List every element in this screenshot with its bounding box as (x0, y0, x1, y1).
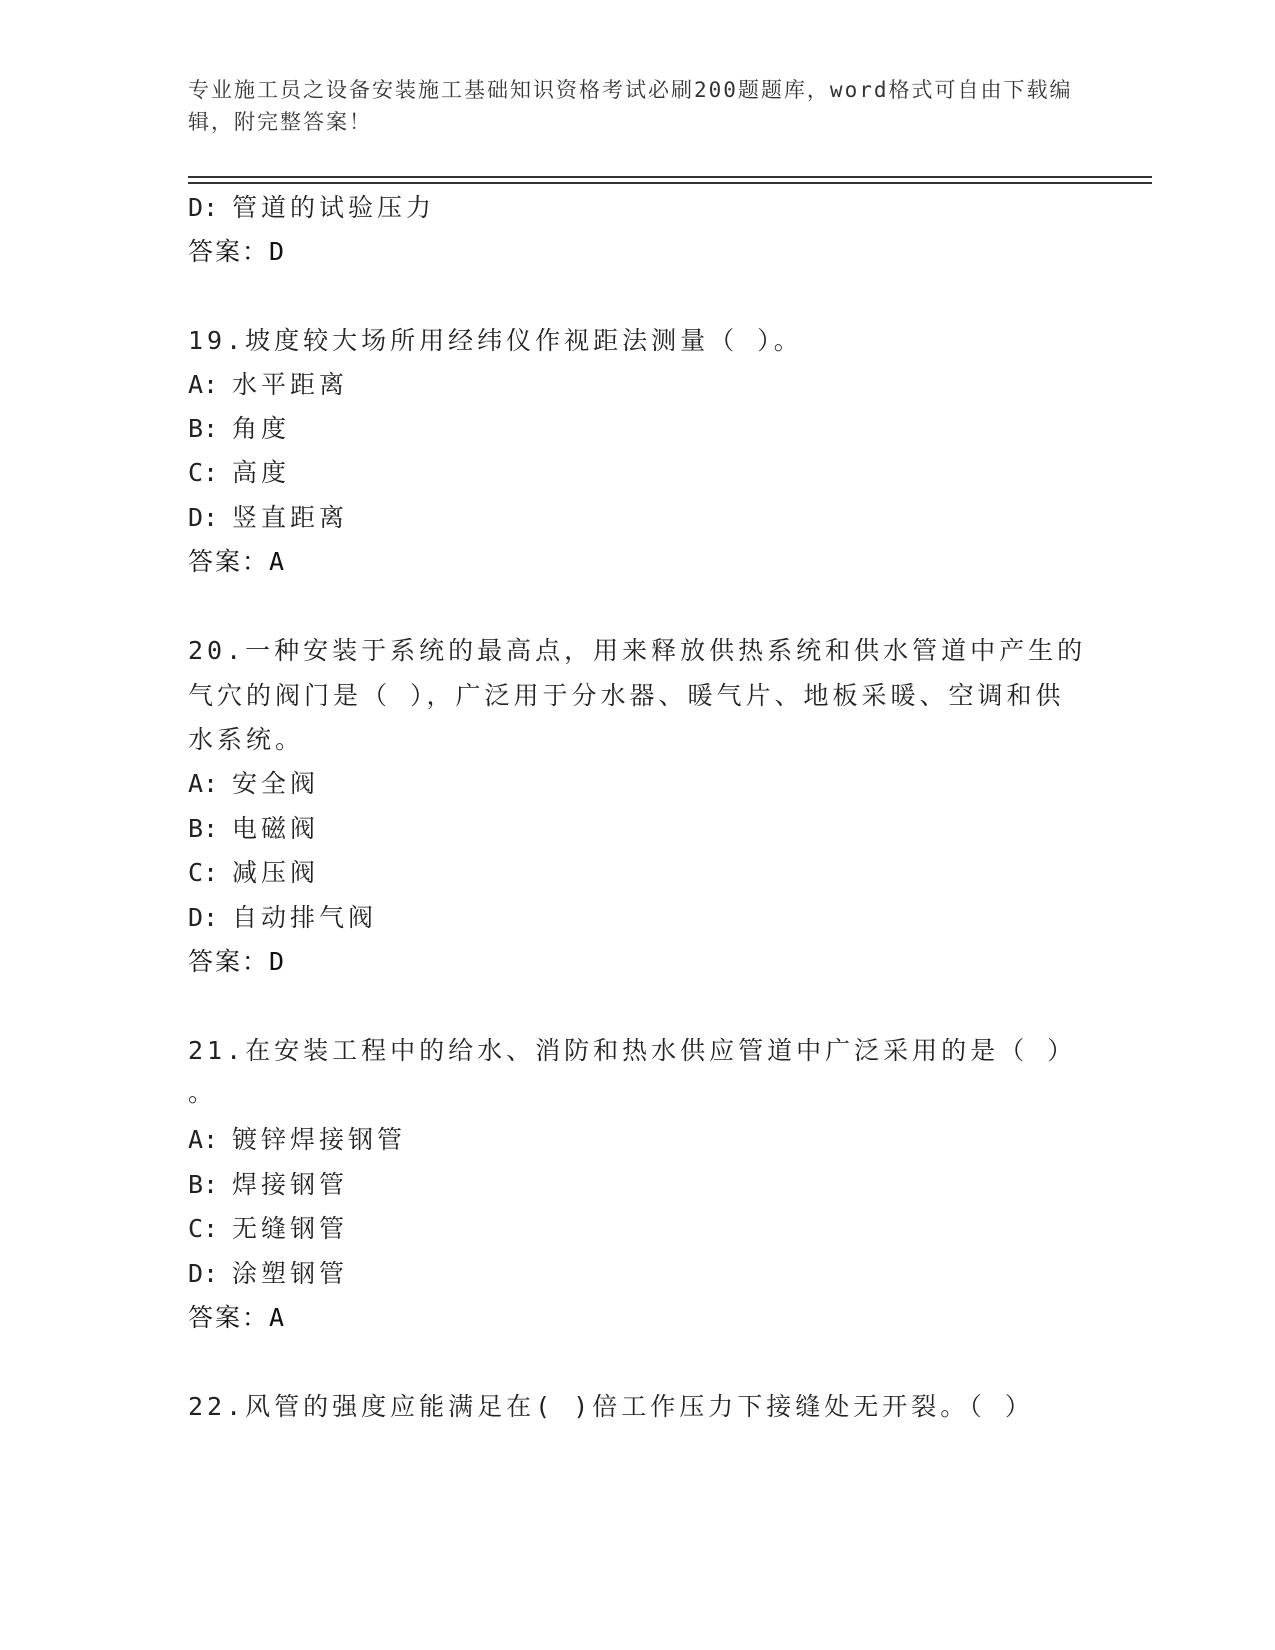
q21-stem-line-1: 21.在安装工程中的给水、消防和热水供应管道中广泛采用的是（ ） (188, 1036, 1077, 1065)
option-letter: A: (188, 769, 219, 798)
option-text: 角度 (232, 414, 291, 443)
q21-option-c (188, 1213, 348, 1245)
q21-answer: 答案：A (188, 1303, 287, 1332)
option-text: 管道的试验压力 (232, 193, 436, 222)
option-text: 减压阀 (232, 858, 320, 887)
q19-stem: 19.坡度较大场所用经纬仪作视距法测量（ ）。 (188, 326, 803, 355)
q19-option-a (188, 369, 348, 401)
q21-stem-line-2: 。 (188, 1078, 218, 1107)
q19-answer: 答案：A (188, 547, 287, 576)
option-letter: B: (188, 1170, 219, 1199)
q19-option-c (188, 457, 290, 489)
q20-option-a (188, 768, 319, 800)
option-text: 电磁阀 (232, 814, 320, 843)
option-text: 水平距离 (232, 370, 349, 399)
option-text: 高度 (232, 458, 291, 487)
option-letter: D: (188, 193, 219, 222)
option-text: 无缝钢管 (232, 1214, 349, 1243)
header-text: 专业施工员之设备安装施工基础知识资格考试必刷200题题库，word格式可自由下载编辑，附完整答案！ (188, 78, 1073, 134)
option-letter: D: (188, 1259, 219, 1288)
option-letter: C: (188, 1214, 219, 1243)
option-letter: D: (188, 903, 219, 932)
option-text: 涂塑钢管 (232, 1259, 349, 1288)
option-text: 焊接钢管 (232, 1170, 349, 1199)
q20-stem-line-3: 水系统。 (188, 725, 305, 754)
q19-option-b (188, 413, 290, 445)
option-text: 安全阀 (232, 769, 320, 798)
header-divider-top (188, 176, 1152, 178)
q20-option-d (188, 902, 377, 934)
option-text: 自动排气阀 (232, 903, 378, 932)
option-letter: A: (188, 370, 219, 399)
option-letter: D: (188, 503, 219, 532)
q21-option-a (188, 1124, 406, 1156)
q20-stem-line-1: 20.一种安装于系统的最高点，用来释放供热系统和供水管道中产生的 (188, 636, 1087, 665)
option-text: 竖直距离 (232, 503, 349, 532)
q20-stem-line-2: 气穴的阀门是（ ），广泛用于分水器、暖气片、地板采暖、空调和供 (188, 681, 1065, 710)
option-letter: B: (188, 814, 219, 843)
option-letter: A: (188, 1125, 219, 1154)
q20-option-b (188, 813, 319, 845)
header-divider-bottom (188, 182, 1152, 184)
prev-answer: 答案：D (188, 237, 287, 266)
prev-option-d (188, 192, 435, 224)
document-header (188, 74, 1088, 138)
q20-option-c (188, 857, 319, 889)
q19-option-d (188, 502, 348, 534)
option-letter: C: (188, 858, 219, 887)
q21-option-b (188, 1169, 348, 1201)
option-letter: C: (188, 458, 219, 487)
q21-option-d (188, 1258, 348, 1290)
q20-answer: 答案：D (188, 947, 287, 976)
q22-stem: 22.风管的强度应能满足在( )倍工作压力下接缝处无开裂。（ ） (188, 1392, 1034, 1421)
option-text: 镀锌焊接钢管 (232, 1125, 407, 1154)
option-letter: B: (188, 414, 219, 443)
